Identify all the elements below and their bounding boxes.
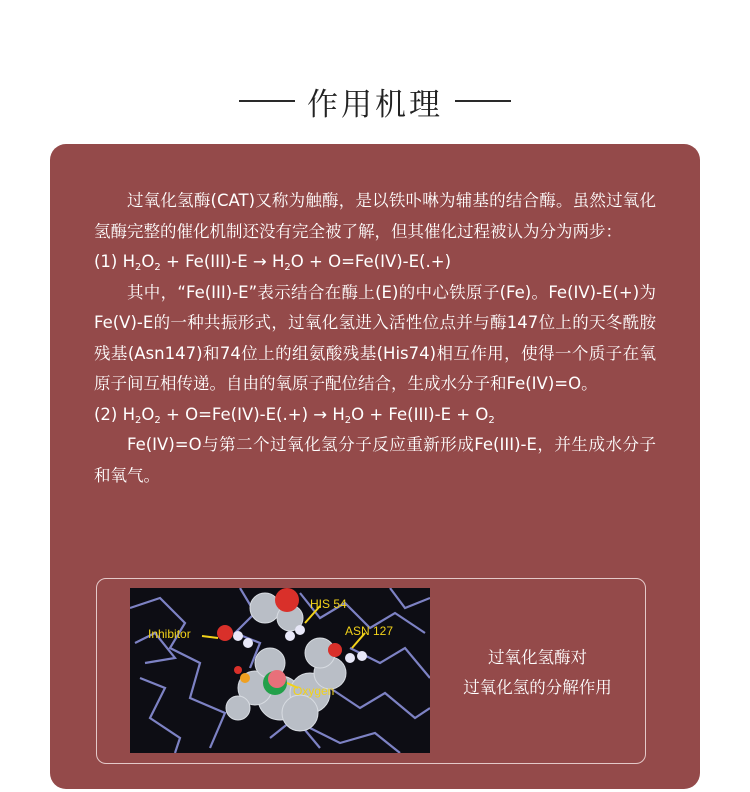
- title-right-rule: [455, 100, 511, 102]
- paragraph-conclusion: Fe(IV)=O与第二个过氧化氢分子反应重新形成Fe(III)-E，并生成水分子和氧气。: [94, 435, 656, 485]
- mechanism-card: [50, 144, 700, 789]
- label-inhibitor: Inhibitor: [148, 627, 191, 641]
- r1-mid2: + Fe(III)-E → H: [160, 252, 285, 271]
- r2-prefix: (2) H: [94, 404, 136, 424]
- r2-mid1: O: [141, 404, 155, 424]
- caption-line-1: 过氧化氢酶对: [488, 648, 587, 667]
- label-oxygen: Oxygen: [293, 684, 335, 698]
- r1-mid1: O: [141, 252, 155, 271]
- title-left-rule: [239, 100, 295, 102]
- figure-caption: [440, 643, 635, 703]
- page-title: 作用机理: [307, 86, 443, 123]
- label-asn: ASN 127: [345, 624, 394, 638]
- caption-line-2: 过氧化氢的分解作用: [463, 678, 612, 697]
- paragraph-intro: 过氧化氢酶(CAT)又称为触酶，是以铁卟啉为辅基的结合酶。虽然过氧化氢酶完整的催化机制还没有完全被了解，但其催化过程被认为分为两步：: [94, 191, 656, 241]
- figure-frame: [96, 578, 646, 764]
- r2-sub1: 2: [135, 414, 142, 426]
- r2-mid3: O + Fe(III)-E + O: [351, 404, 489, 424]
- r2-sub3: 2: [344, 414, 352, 426]
- r1-prefix: (1) H: [94, 252, 136, 271]
- r1-sub1: 2: [135, 262, 142, 273]
- reaction-step-1: [94, 247, 656, 278]
- r1-sub3: 2: [284, 262, 291, 273]
- enzyme-structure-image: [130, 588, 430, 753]
- section-title: [0, 78, 750, 124]
- mechanism-text: [94, 186, 656, 491]
- r2-sub2: 2: [154, 414, 161, 426]
- reaction-step-2: [94, 400, 656, 431]
- label-his: HIS 54: [310, 597, 347, 611]
- paragraph-explanation: 其中，“Fe(III)-E”表示结合在酶上(E)的中心铁原子(Fe)。Fe(IV)-E(+)为Fe(V)-E的一种共振形式，过氧化氢进入活性位点并与酶147位上的天冬酰胺残基(Asn147)和74位上的组氨酸残基(His74)相互作用，使得一个质子在氧原子间互相传递。自由的氧原子配位结合，生成水分子和Fe(IV)=O。: [94, 282, 656, 393]
- molecule-illustration: [130, 588, 430, 753]
- r2-mid2: + O=Fe(IV)-E(.+) → H: [160, 404, 345, 424]
- r1-end: O + O=Fe(IV)-E(.+): [290, 252, 452, 271]
- r1-sub2: 2: [154, 262, 161, 273]
- r2-sub4: 2: [488, 414, 495, 426]
